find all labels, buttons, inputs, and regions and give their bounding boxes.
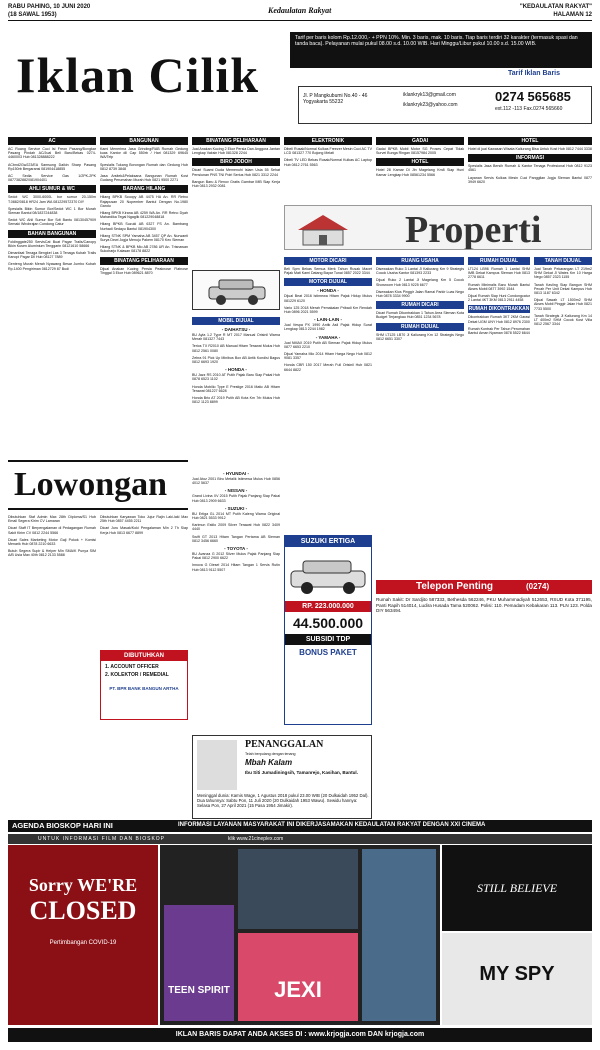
still-believe-title: STILL BELIEVE bbox=[476, 881, 558, 895]
subsection-yamaha: - YAMAHA - bbox=[315, 334, 341, 340]
ad: Gadai BPKB Mobil Motor SG Proses Cepat Tidak Survei Bunga Ringan 08157984 2005 bbox=[376, 147, 464, 156]
column-4 bbox=[284, 135, 372, 203]
ad: Rumah Kontrak Per Tahun Perumahan Bantul Aman Nyaman 0878 5522 6644 bbox=[468, 326, 530, 336]
section-ac: AC bbox=[8, 137, 96, 145]
suzuki-promo bbox=[284, 535, 372, 725]
motor-col bbox=[284, 255, 372, 465]
ad: Layanan Servis Kulkas Mesin Cuci Panggilan Jogja Sleman Bantul 0877 3949 6620 bbox=[468, 175, 592, 184]
ad: Dijual Yamaha Mio 2014 Hitam Harga Nego Hub 0812 9081 3357 bbox=[284, 352, 372, 361]
email-1[interactable]: iklankryk13@gmail.com bbox=[403, 92, 456, 98]
penanggalan-detail: Ibu Siti Jumadiningsih, Tamanrejo, Kasihan, Bantul. bbox=[245, 770, 358, 775]
portrait-image bbox=[197, 740, 237, 790]
subsection-suzuki: - SUZUKI - bbox=[224, 505, 248, 511]
subsection-honda: - HONDA - bbox=[225, 367, 247, 373]
ad: Hilang BPKB Suzuki AB 6327 FS An. Bambang Nurhadi Sedayu Bantul 081904300 bbox=[100, 222, 188, 231]
dibutuhkan-title: DIBUTUHKAN bbox=[101, 651, 187, 661]
tanah-col bbox=[534, 255, 592, 575]
ad: BU Ayla 1.2 Type R MT 2017 Manual Orisinil Warna Merah 081327 7443 bbox=[192, 333, 280, 342]
column-1 bbox=[8, 135, 96, 455]
ad: Dibutuhkan Karyawan Toko Jujur Rajin Laki-laki Max 25th Hub 0857 4455 2211 bbox=[100, 515, 188, 524]
lowongan-col-2 bbox=[100, 515, 188, 640]
ad: Tanah Strategis Jl Kaliurang Km 14 LT 400m2 SHM Cocok Kost Villa 0812 2567 3344 bbox=[534, 313, 592, 327]
subsection-hyundai: - HYUNDAI - bbox=[223, 471, 249, 476]
lowongan-col-1 bbox=[8, 515, 96, 735]
ad: Sedot WC 3000-6000L bor sumur 20-150m T.0882/0818 HR24 Jam WA 081229572370 DIY bbox=[8, 195, 96, 204]
section-bangunan: BANGUNAN bbox=[100, 137, 188, 145]
section-hotel: HOTEL bbox=[376, 158, 464, 166]
ad: Terios TX R2010 AB Manual Hitam Terawat Mulus Hub 0812 2561 0080 bbox=[192, 344, 280, 353]
ad: Sedot WC Ahli Sumur Bor Sdt Bantu 08130457909 Semaki Wirobrajan Condong Catur bbox=[8, 218, 96, 227]
dibutuhkan-company: PT. BPR BANK BANGUN ARTHA bbox=[109, 686, 179, 691]
section-binatang-2: BINATANG PELIHARAAN bbox=[192, 137, 280, 145]
ad: Spesialis Jasa Bersih Rumah & Kantor Tenaga Profesional Hub 0812 9123 4561 bbox=[468, 164, 592, 173]
footer-bar[interactable]: IKLAN BARIS DAPAT ANDA AKSES DI : www.krjogja.com DAN krjogja.com bbox=[8, 1028, 592, 1042]
paper-name: "KEDAULATAN RAKYAT" bbox=[519, 4, 592, 10]
date: RABU PAHING, 10 JUNI 2020 bbox=[8, 4, 91, 10]
promo-price: RP. 223.000.000 bbox=[285, 601, 371, 612]
telepon-text: Rumah Sakit: Dr Sardjito 587333, Bethesda 562246, PKU Muhammadiyah 512653, RSUD Kota 371195, Panti Rapih 514014, Ludira Husada Tama 520062. Polisi: 110. Pemadam Kebakaran 113. PLN 123. Polda DIY 563494. bbox=[376, 597, 592, 614]
ad: Disewakan Ruko 3 Lantai Jl Kaliurang Km 9 Strategis Cocok Usaha Kantor 081393 2233 bbox=[376, 267, 464, 276]
ad: Dicari Staff IT Berpengalaman di Pedagangan Rumah Sakit Kirim CV 0812 2244 5566 bbox=[8, 526, 96, 535]
ad: Jual Atoz 2001 Biru Metalik Istimewa Mulus Hub 0856 4012 5637 bbox=[192, 477, 280, 486]
extension: ext.112 -113 Fax.0274 565660 bbox=[495, 106, 563, 112]
ad: Hilang BPKB Scoopy AB 4475 HA An. RR Retno Rajapusan 20 Nopember Bantul Dengan No.1980 Gandu bbox=[100, 195, 188, 208]
email-2[interactable]: iklankryk23@yahoo.com bbox=[403, 102, 458, 108]
ad: Jual Vespa PX 1990 Antik Asli Pajak Hidup Surat Lengkap 0813 2244 1982 bbox=[284, 323, 372, 332]
poster-side bbox=[362, 849, 436, 1021]
poster-collage bbox=[160, 845, 440, 1025]
penanggalan-title: PENANGGALAN bbox=[245, 739, 324, 750]
ad: Dijual Rumah Siap Huni Condongcatur 2 Lantai 4KT 3KM 0813 2911 4458 bbox=[468, 294, 530, 303]
ad: Bangun Baru & Renov Gratis Gambar IMB Siap Kerja Hub 0813 2932 0081 bbox=[192, 179, 280, 189]
ad: Swift GT 2013 Hitam Tangan Pertama AB Sleman 0812 3456 6660 bbox=[192, 534, 280, 543]
poster-my-spy bbox=[442, 933, 592, 1025]
lowongan-banner bbox=[8, 460, 188, 510]
ad: AC Ruang Service Cuci Isi Freon Pasang/Bongkar Pasang Pindah AC/Jual Beli Baru/Bekas 0274-4460003 Hub 081328888222 bbox=[8, 147, 96, 160]
ad: Foldinggate250 ServisCat Buat Pagar Trails/Canopy Bikin Kusen Aluminium Tenggarin 08121610 58666 bbox=[8, 239, 96, 248]
penanggalan-name: Mbah Kalam bbox=[245, 758, 293, 767]
mobil-dijual-col-2 bbox=[192, 470, 280, 720]
page-number: HALAMAN 12 bbox=[553, 12, 592, 18]
newspaper-name: Kedaulatan Rakyat bbox=[268, 6, 332, 15]
ad: Dicari Sales Marketing Motor Gaji Pokok + Komisi Menarik Hub 0878 2210 6633 bbox=[8, 537, 96, 547]
column-5 bbox=[376, 135, 464, 203]
promo-car-icon bbox=[285, 549, 371, 599]
section-motor-dijual: MOTOR DIJUAL bbox=[284, 278, 372, 286]
house-icon bbox=[293, 212, 353, 246]
ad: Dijual Beat 2016 Istimewa Hitam Pajak Hidup Mulus 081229 6120 bbox=[284, 294, 372, 303]
phone: 0274 565685 bbox=[495, 89, 571, 104]
dibutuhkan-item-2: 2. KOLEKTOR / REMEDIAL bbox=[105, 672, 169, 678]
ad: Genteng Murah Merah Nyawang Besar Jumbo Kubah Rp.1400 Pengiriman 0812729 87 Budi bbox=[8, 262, 96, 271]
bioskop-subtitle: INFORMASI LAYANAN MASYARAKAT INI DIKERJASAMAKAN KEDAULATAN RAKYAT DENGAN XXI CINEMA bbox=[178, 822, 486, 828]
mobil-dijual-col bbox=[192, 315, 280, 465]
closed-poster bbox=[8, 845, 158, 1025]
bioskop-site[interactable]: klik www.21cineplex.com bbox=[228, 836, 284, 842]
poster-jexi: JEXI bbox=[238, 933, 358, 1021]
bioskop-title: AGENDA BIOSKOP HARI INI bbox=[12, 821, 113, 830]
section-elektronik: ELEKTRONIK bbox=[284, 137, 372, 145]
section-ruang-usaha: RUANG USAHA bbox=[376, 257, 464, 265]
ad: Grand Livina XV 2015 Putih Pajak Panjang Siap Pakai Hub 0813 2909 6633 bbox=[192, 494, 280, 503]
telepon-area: (0274) bbox=[526, 582, 550, 591]
car-banner bbox=[192, 270, 280, 310]
ad: Zebra 91 Pick Up Minibus Box AB Antik Kondisi Bagus 0812 6693 1920 bbox=[192, 355, 280, 365]
ad: Tanah Kavling Siap Bangun SHM Pecah Per Unit Dekat Kampus Hub 0813 1187 6342 bbox=[534, 282, 592, 296]
section-rumah-dicari: RUMAH DICARI bbox=[376, 301, 464, 309]
section-biro-jodoh: BIRO JODOH bbox=[192, 158, 280, 166]
section-mobil-dijual: MOBIL DIJUAL bbox=[192, 317, 280, 325]
closed-line-2: CLOSED bbox=[29, 896, 137, 925]
subsection-honda-motor: - HONDA - bbox=[317, 288, 339, 294]
my-spy-title: MY SPY bbox=[479, 963, 555, 985]
promo-dp: 44.500.000 bbox=[292, 615, 364, 631]
telepon-banner bbox=[376, 580, 592, 594]
poster-teen-spirit: TEEN SPIRIT bbox=[164, 905, 234, 1021]
poster-still-believe bbox=[442, 845, 592, 931]
bioskop-tagline-bar bbox=[8, 834, 592, 844]
ad: Disewakan Kios Pinggir Jalan Ramai Parkir Luas Nego Hub 0878 3334 9900 bbox=[376, 289, 464, 299]
penanggalan bbox=[192, 735, 372, 819]
ad: Jual NMAX 2019 Putih AB Sleman Pajak Hidup Mulus 0877 6653 2210 bbox=[284, 340, 372, 349]
ad: Honda CBR 150 2017 Merah Full Orisinil Hub 0821 6644 8822 bbox=[284, 363, 372, 372]
ad: Dibeli Rusak/Normal Kulkas Freezer Mesin Cuci AC TV LCD 081327 770 Bojong Melati bbox=[284, 147, 372, 156]
rumah-col bbox=[468, 255, 530, 575]
section-motor-dicari: MOTOR DICARI bbox=[284, 257, 372, 265]
ad: Honda Mobilio Type E Prestige 2016 Matic AB Hitam Terawat 081227 6628 bbox=[192, 384, 280, 393]
ad: Rumah Minimalis Baru Murah Bantul Akses Mobil 0877 3992 1544 bbox=[468, 282, 530, 291]
ad: Jasa Arsitek&Pelaksana Bangunan Rumah Kost Gudang Perumahan Murah Hub 0821 9500 2271 bbox=[100, 174, 188, 183]
ad: Beli Spm Bekas Semua Merk Tahun Rusak Macet Pajak Mati Kami Datang Bayar Tunai 0857 2022 3344 bbox=[284, 267, 372, 276]
subsection-daihatsu: - DAIHATSU - bbox=[221, 327, 251, 332]
ad: Dijual Sawah LT 1500m2 SHM Akses Mobil Pinggir Jalan Hub 0821 7733 5500 bbox=[534, 298, 592, 311]
ad: Dijual Ruko 2 Lantai Jl Magelang Km 5 Cocok Showroom Hub 0813 9225 6677 bbox=[376, 278, 464, 287]
subsection-lain-lain: - LAIN-LAIN - bbox=[314, 317, 342, 323]
subsection-nissan: - NISSAN - bbox=[224, 488, 248, 494]
section-barang-hilang: BARANG HILANG bbox=[100, 185, 188, 193]
poster-thriller bbox=[238, 849, 358, 929]
ad: Spesialis Bikin Sumur Bor/Sedot WC 1 Bor Murah Sleman Bantul 08/1837244838 bbox=[8, 206, 96, 216]
dibutuhkan-item-1: 1. ACCOUNT OFFICER bbox=[105, 664, 159, 670]
ad: Vario 125 2018 Merah Pemakaian Pribadi Km Rendah Hub 0896 2021 5599 bbox=[284, 305, 372, 315]
ad: Hotel 28 Kamar Di Jln Magelang Km8 Siap Huni Kamar Lengkap Hub 08561234 5566 bbox=[376, 168, 464, 177]
tarif-text: Tarif per baris kolom Rp.12.000,- + PPN 10%. Min. 3 baris, mak. 10 baris. Tiap baris terdiri 32 karakter (termasuk spasi dan tanda baca). Pelayanan mulai pukul 08.00 s.d. 10.00 WIB. Hari Minggu/Libur pukul 10.00 s.d. 15.00 WIB. bbox=[295, 35, 578, 48]
ad: Karimun Estilo 2009 Silver Terawat Hub 0822 3409 4440 bbox=[192, 523, 280, 532]
bioskop-banner bbox=[8, 820, 592, 832]
address: Jl. P Mangkubumi No.40 - 46 Yogyakarta 55232 bbox=[303, 93, 368, 105]
tarif-info bbox=[290, 32, 592, 68]
section-binatang: BINATANG PELIHARAAN bbox=[100, 257, 188, 265]
page-header bbox=[8, 3, 592, 21]
closed-line-1: Sorry WE'RE bbox=[28, 875, 138, 895]
ad: ACbnd2Gw223/EA Samsung Daikin Sharp Pasang Rp150rb Bergaransi 081904418855 bbox=[8, 162, 96, 171]
ad: Honda Brio AT 2019 Putih AB Kota Km 7rb Mulus Hub 0812 1123 8899 bbox=[192, 396, 280, 405]
properti-banner bbox=[284, 205, 592, 250]
ad: Butuh Segera Supir & Helper Min SMA/K Punya SIM A/B Usia Max 40th 0812 2133 5588 bbox=[8, 549, 96, 558]
iklan-cilik-title: Iklan Cilik bbox=[16, 47, 260, 103]
ad: AC Sedia Service Gas 1/2PK-2PK 0877382882/081904401 bbox=[8, 174, 96, 183]
tarif-label: Tarif Iklan Baris bbox=[508, 70, 561, 77]
ad: Dicari Rumah Dikontrakkan 1 Tahun Area Sleman Kota Budget Terjangkau Hub 0851 1234 5678 bbox=[376, 311, 464, 320]
section-rumah-dijual: RUMAH DIJUAL bbox=[468, 257, 530, 265]
ad: Spesialis Tukang Borongan Rumah dan Gedung Hub 0812 8739 3848 bbox=[100, 162, 188, 171]
telepon-title: Telepon Penting bbox=[416, 581, 494, 592]
bioskop-tagline: UNTUK INFORMASI FILM DAN BIOSKOP bbox=[38, 836, 166, 842]
ad: Dikontrakkan Rumah 3KT 2KM Garasi Dekat UGM UNY Hub 0812 8976 2300 bbox=[468, 315, 530, 324]
lowongan-title: Lowongan bbox=[14, 466, 168, 503]
ruang-col bbox=[376, 255, 464, 575]
ad: Dijual Anakan Kucing Persia Peaknose Flatnose Tinggal 3 Ekor Hub 089621 8870 bbox=[100, 266, 188, 275]
promo-model: SUZUKI ERTIGA bbox=[285, 536, 371, 547]
ad: LT124 LB96 Rumah 1 Lantai SHM IMB Dekat Kampus Sleman Hub 0813 2778 6611 bbox=[468, 267, 530, 280]
ad: Jual Tanah Pekarangan LT 219m2 SHM Dekat Jl Wates Km 10 Harga Nego 0857 2323 1155 bbox=[534, 267, 592, 280]
section-rumah-dijual-2: RUMAH DIJUAL bbox=[376, 323, 464, 331]
section-tanah-dijual: TANAH DIJUAL bbox=[534, 257, 592, 265]
column-2 bbox=[100, 135, 188, 455]
ad: Hilang STNK & BPKB Mio AB 2786 UR An. Trisnawan Sukoharjo Kalasan 08178 8822 bbox=[100, 245, 188, 254]
ad: Hilang BPKB Kirana AB 4259 WA An. RR Retno Dyah Mahardika Tegal Ngaglik 081229048818 bbox=[100, 211, 188, 220]
promo-subsidi: SUBSIDI TDP bbox=[285, 634, 371, 645]
ad: Hotel di jual Kawasan Wisata Kaliurang Bisa Untuk Kost Hub 0812 7444 3338 bbox=[468, 147, 592, 151]
ad: Dicari Juru Masak/Koki Pengalaman Min 2 Th Siap Kerja Hub 0813 6677 8899 bbox=[100, 526, 188, 535]
ad: SHM LT125 LB70 Jl Kaliurang Km 12 Strategis Nego 0812 6651 3307 bbox=[376, 332, 464, 341]
penanggalan-text: Meninggal dunia: Kamis Wage, 1 Agustus 2018 pukul 23.00 WIB (20 Dulkaidah 1952 Dal). Dua tahunnya: Sabtu Pon, 11 Juli 2020 (20 Dulkaidah 1953 Wawu). Sewidu hannya: Selasa Pon, 27 April 2021 (15 Pasa 1954 Jimakir). bbox=[197, 793, 369, 808]
penanggalan-subtitle: Telah berpulang dengan tenang bbox=[245, 752, 296, 756]
car-icon bbox=[203, 275, 271, 307]
contact-box bbox=[298, 86, 592, 124]
ad: BU Jazz RS 2010 AT Putih Pajak Baru Siap Pakai Hub 0878 6523 1102 bbox=[192, 373, 280, 382]
ad: Innova G Diesel 2014 Hitam Tangan 1 Servis Rutin Hub 0813 9112 5507 bbox=[192, 563, 280, 572]
section-ahli-sumur: AHLI SUMUR & WC bbox=[8, 185, 96, 193]
ad: Jual Anakan Kucing 2 Ekor Persia Dan Anggora Jantan Lengkap Vaksin Hub 081328 2244 bbox=[192, 147, 280, 156]
ad: Dibutuhkan Staf Admin Max 28th Diploma/S1 Hub Email Segera Kirim CV Lamaran bbox=[8, 515, 96, 524]
subsection-toyota: - TOYOTA - bbox=[224, 546, 248, 552]
date-jawa: (18 SAWAL 1953) bbox=[8, 12, 57, 18]
properti-title: Properti bbox=[405, 209, 542, 250]
masthead bbox=[8, 26, 592, 130]
ad: BU Avanza G 2012 Silver Mulus Pajak Panjang Siap Pakai 0812 2900 6622 bbox=[192, 552, 280, 561]
section-hotel-2: HOTEL bbox=[468, 137, 592, 145]
ad: Dimanfaat Tenaga Bengkel Las 3 Tenaga Kubah Tralis Kanopi Pagar Dll Hub 08127 7889 bbox=[8, 251, 96, 260]
section-rumah-kontrak: RUMAH DIKONTRAKKAN bbox=[468, 306, 530, 313]
dibutuhkan-box bbox=[100, 650, 188, 720]
ad: Dibeli TV LED Bekas Rusak/Normal Kulkas AC Laptop Hub 0812 2761 5563 bbox=[284, 158, 372, 167]
ad: Hilang STNK SPM Yamaha AB 3457 QP An. Nurwanti Surya Dewi Jogja Menuju Pakem 08170 Kec Sleman bbox=[100, 233, 188, 243]
ad: Kami Menerima Jasa Grinding/RAB Rumah Gedung kuas Kantor dll Cap 550rb / Hari 081329 69645 WA/Telp bbox=[100, 147, 188, 160]
closed-sub: Pertimbangan COVID-19 bbox=[49, 940, 117, 946]
ad: BU Ertiga GL 2014 MT Putih Kaleng Warna Original Hub 0821 5533 9912 bbox=[192, 511, 280, 521]
column-3 bbox=[192, 135, 280, 270]
ad: Dicari Suami Duda Memenuhi Islam Usia 55 Sehat Pensiunan PNS TNI Polri Serius Hub 0821 3312 2244 bbox=[192, 168, 280, 177]
section-bahan-bangunan: BAHAN BANGUNAN bbox=[8, 230, 96, 238]
section-informasi: INFORMASI bbox=[468, 154, 592, 162]
section-gadai: GADAI bbox=[376, 137, 464, 145]
promo-bonus: BONUS PAKET bbox=[299, 648, 357, 657]
